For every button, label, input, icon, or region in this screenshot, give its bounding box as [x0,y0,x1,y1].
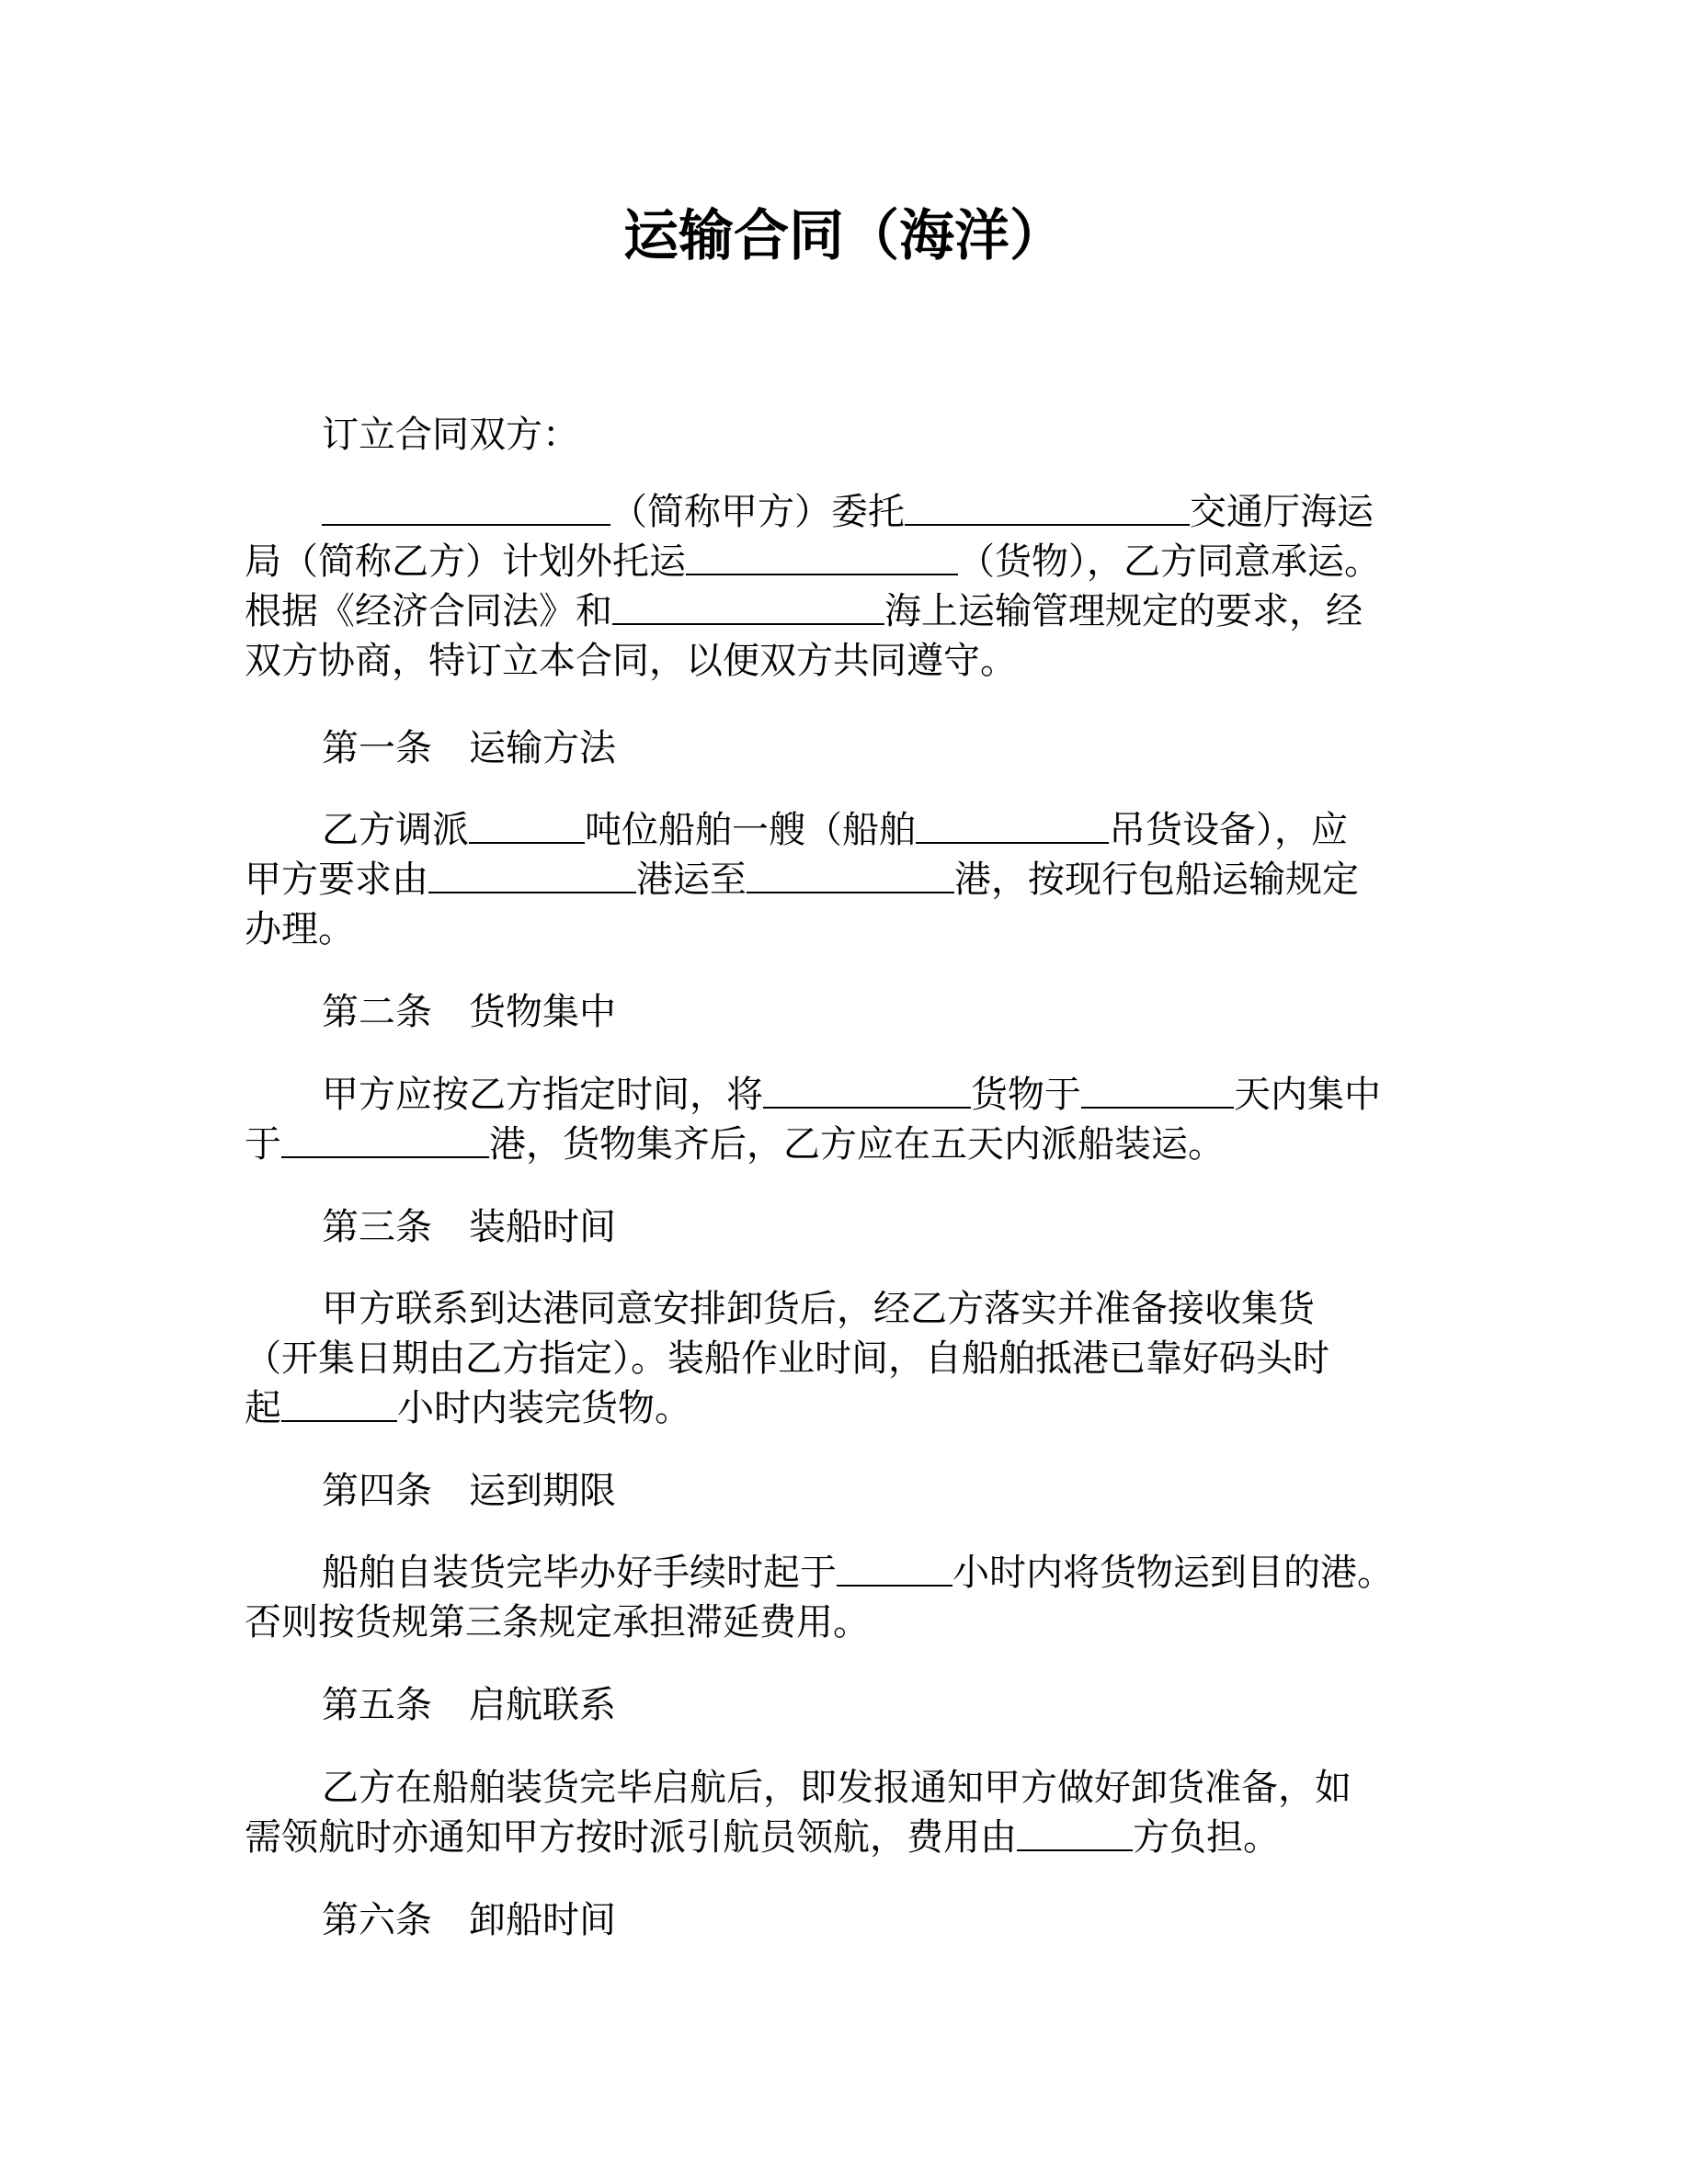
article-text: 方负担。 [1133,1816,1280,1859]
article-name: 装船时间 [469,1206,616,1248]
article-name: 卸船时间 [469,1899,616,1941]
article-text: 于 [245,1123,281,1166]
article-number: 第二条 [322,991,432,1033]
parties-section [245,410,1431,460]
article-3-heading [245,1202,1431,1252]
blank-days[interactable] [1081,1074,1234,1109]
article-text: 货物于 [971,1074,1081,1116]
article-name: 运到期限 [469,1470,616,1512]
article-text: 小时内装完货物。 [397,1387,691,1429]
blank-destination-port[interactable] [747,859,954,893]
article-5-heading [245,1680,1431,1730]
intro-paragraph [245,487,1431,686]
blank-origin-port[interactable] [428,859,636,893]
intro-text: （货物），乙方同意承运。 [958,540,1381,583]
blank-party-a[interactable] [322,491,610,526]
blank-shipper[interactable] [905,491,1190,526]
article-text: 甲方要求由 [245,859,428,901]
article-5-body [245,1763,1431,1862]
page-title: 运输合同（海洋） [623,204,1065,268]
intro-text: （简称甲方）委托 [610,491,905,533]
article-text: 港运至 [636,859,747,901]
article-text: 港，按现行包船运输规定 [954,859,1359,901]
article-text: 甲方应按乙方指定时间，将 [322,1074,763,1116]
article-text: 天内集中 [1234,1074,1381,1116]
article-number: 第五条 [322,1684,432,1726]
article-number: 第四条 [322,1470,432,1512]
article-4-body [245,1548,1431,1647]
article-text: 否则按货规第三条规定承担滞延费用。 [245,1601,870,1644]
article-name: 货物集中 [469,991,616,1033]
blank-transit-hours[interactable] [837,1552,952,1587]
article-text: 吨位船舶一艘（船舶 [585,809,916,851]
blank-regulation[interactable] [612,590,884,625]
article-text: 船舶自装货完毕办好手续时起于 [322,1552,837,1594]
intro-text: 双方协商，特订立本合同，以便双方共同遵守。 [245,640,1017,682]
article-text: （开集日期由乙方指定）。装船作业时间，自船舶抵港已靠好码头时 [245,1337,1329,1380]
article-2-heading [245,987,1431,1037]
article-3-body [245,1284,1431,1433]
blank-cargo[interactable] [686,540,958,575]
article-4-heading [245,1466,1431,1516]
article-text: 起 [245,1387,281,1429]
article-text: 港，货物集齐后，乙方应在五天内派船装运。 [489,1123,1225,1166]
article-1-heading [245,723,1431,773]
blank-cargo-name[interactable] [763,1074,971,1109]
article-number: 第三条 [322,1206,432,1248]
article-text: 办理。 [245,908,355,950]
article-6-heading [245,1895,1431,1945]
blank-tonnage[interactable] [469,809,585,844]
article-2-body [245,1070,1431,1169]
article-text: 需领航时亦通知甲方按时派引航员领航，费用由 [245,1816,1017,1859]
intro-text: 交通厅海运 [1190,491,1374,533]
blank-fee-party[interactable] [1017,1816,1133,1851]
article-text: 甲方联系到达港同意安排卸货后，经乙方落实并准备接收集货 [322,1288,1315,1330]
article-text: 小时内将货物运到目的港。 [952,1552,1394,1594]
parties-label: 订立合同双方： [322,414,579,456]
blank-loading-hours[interactable] [281,1387,397,1422]
article-name: 启航联系 [469,1684,616,1726]
article-number: 第六条 [322,1899,432,1941]
article-text: 吊货设备），应 [1109,809,1348,851]
article-1-body [245,805,1431,954]
article-number: 第一条 [322,727,432,769]
intro-text: 海上运输管理规定的要求，经 [884,590,1363,632]
article-name: 运输方法 [469,727,616,769]
blank-collection-port[interactable] [281,1123,489,1158]
intro-text: 根据《经济合同法》和 [245,590,612,632]
article-text: 乙方调派 [322,809,469,851]
intro-text: 局（简称乙方）计划外托运 [245,540,686,583]
article-text: 乙方在船舶装货完毕启航后，即发报通知甲方做好卸货准备，如 [322,1767,1352,1809]
blank-equipment[interactable] [916,809,1109,844]
